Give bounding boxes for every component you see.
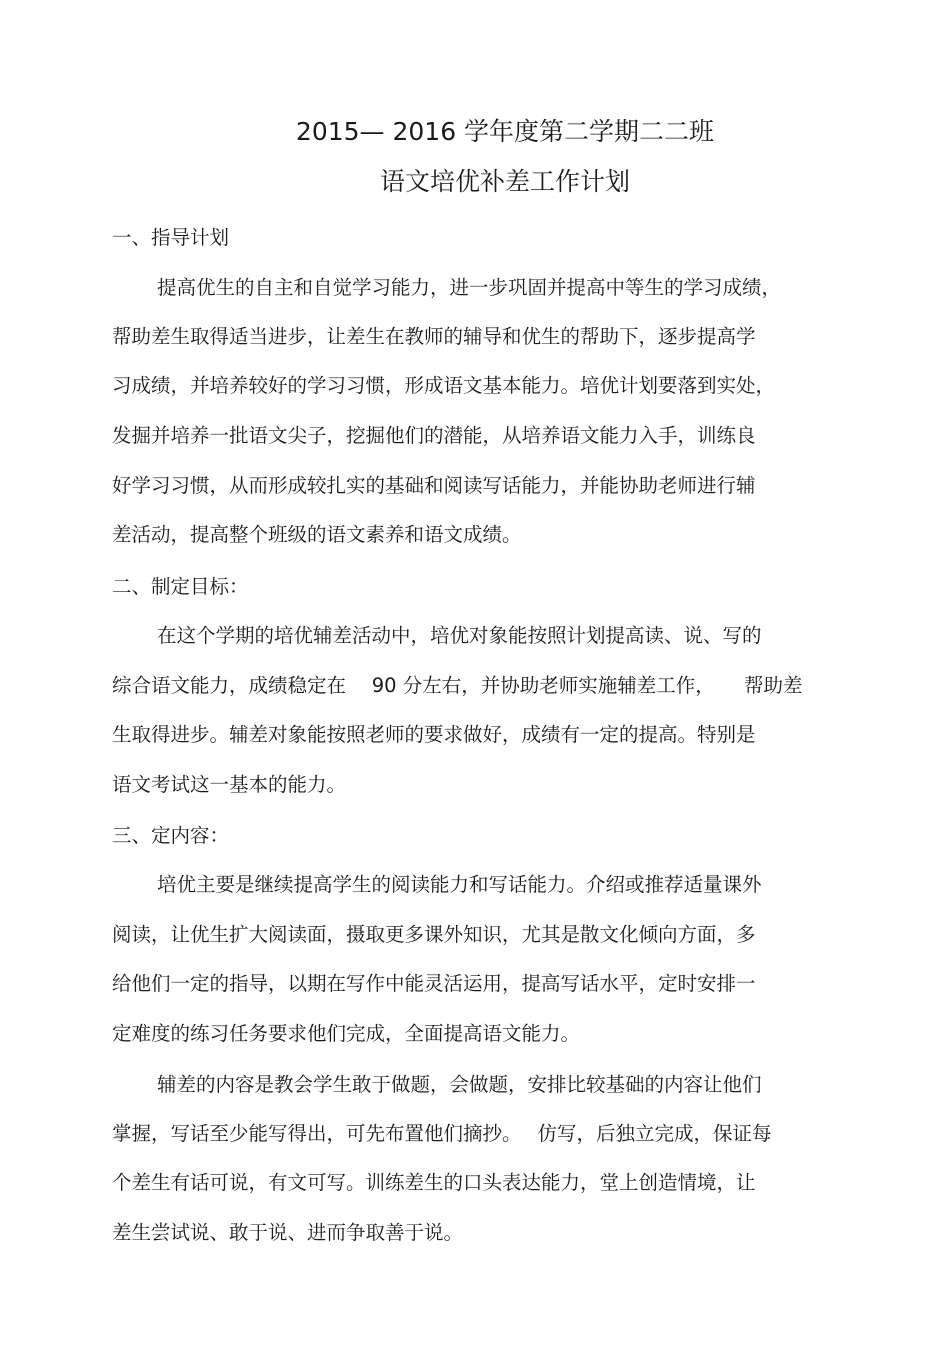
paragraph-line: 好学习习惯，从而形成较扎实的基础和阅读写话能力，并能协助老师进行辅 <box>112 474 756 497</box>
paragraph-line: 个差生有话可说，有文可写。训练差生的口头表达能力，堂上创造情境，让 <box>112 1171 756 1194</box>
paragraph-line: 阅读，让优生扩大阅读面，摄取更多课外知识，尤其是散文化倾向方面，多 <box>112 923 756 946</box>
paragraph-line: 综合语文能力，成绩稳定在 90 分左右，并协助老师实施辅差工作， 帮助差 <box>112 674 803 697</box>
section-heading: 三、定内容： <box>112 824 230 847</box>
paragraph-line: 差生尝试说、敢于说、进而争取善于说。 <box>112 1221 464 1244</box>
paragraph-line: 给他们一定的指导，以期在写作中能灵活运用，提高写话水平，定时安排一 <box>112 972 756 995</box>
paragraph-line: 辅差的内容是教会学生敢于做题，会做题，安排比较基础的内容让他们 <box>157 1073 762 1096</box>
paragraph-line: 在这个学期的培优辅差活动中，培优对象能按照计划提高读、说、写的 <box>157 624 762 647</box>
paragraph-line: 语文考试这一基本的能力。 <box>112 773 347 796</box>
section-heading: 二、制定目标： <box>112 575 249 598</box>
paragraph-line: 定难度的练习任务要求他们完成，全面提高语文能力。 <box>112 1022 581 1045</box>
paragraph-line: 差活动，提高整个班级的语文素养和语文成绩。 <box>112 523 522 546</box>
paragraph-line: 生取得进步。辅差对象能按照老师的要求做好，成绩有一定的提高。特别是 <box>112 723 756 746</box>
paragraph-line: 提高优生的自主和自觉学习能力，进一步巩固并提高中等生的学习成绩， <box>157 276 782 299</box>
paragraph-line: 培优主要是继续提高学生的阅读能力和写话能力。介绍或推荐适量课外 <box>157 873 762 896</box>
paragraph-line: 掌握，写话至少能写得出，可先布置他们摘抄。 仿写，后独立完成，保证每 <box>112 1122 772 1145</box>
paragraph-line: 发掘并培养一批语文尖子，挖掘他们的潜能，从培养语文能力入手，训练良 <box>112 424 756 447</box>
paragraph-line: 习成绩，并培养较好的学习习惯，形成语文基本能力。培优计划要落到实处， <box>112 374 776 397</box>
document-title-line-2: 语文培优补差工作计划 <box>379 167 630 196</box>
paragraph-line: 帮助差生取得适当进步，让差生在教师的辅导和优生的帮助下，逐步提高学 <box>112 325 756 348</box>
document-title-line-1: 2015— 2016 学年度第二学期二二班 <box>295 117 715 146</box>
section-heading: 一、指导计划 <box>112 226 230 249</box>
